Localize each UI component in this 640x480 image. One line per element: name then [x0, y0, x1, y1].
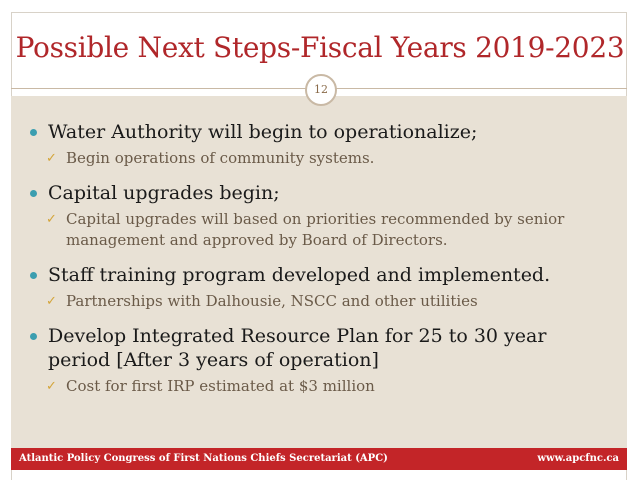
round-bullet-icon	[30, 190, 37, 197]
slide-number-badge: 12	[305, 74, 337, 106]
sub-bullet-item	[30, 148, 610, 169]
footer-bar	[11, 448, 627, 470]
footer-website-link[interactable]: www.apcfnc.ca	[537, 453, 619, 464]
bullet-item	[30, 120, 610, 144]
checkmark-icon: ✓	[46, 379, 57, 394]
sub-bullet-item	[30, 376, 610, 397]
bullet-item	[30, 324, 610, 372]
bullet-text: Capital upgrades begin;	[48, 182, 280, 204]
round-bullet-icon	[30, 272, 37, 279]
checkmark-icon: ✓	[46, 151, 57, 166]
checkmark-icon: ✓	[46, 294, 57, 309]
bullet-text: Develop Integrated Resource Plan for 25 to 30 year period [After 3 years of operation]	[48, 325, 547, 371]
round-bullet-icon	[30, 129, 37, 136]
sub-bullet-text: Cost for first IRP estimated at $3 million	[66, 377, 375, 395]
sub-bullet-item	[30, 209, 610, 251]
checkmark-icon: ✓	[46, 212, 57, 227]
slide-title: Possible Next Steps-Fiscal Years 2019-2023	[15, 31, 625, 64]
round-bullet-icon	[30, 333, 37, 340]
footer-organization: Atlantic Policy Congress of First Nations Chiefs Secretariat (APC)	[19, 453, 388, 464]
sub-bullet-text: Capital upgrades will based on priorities recommended by senior management and approved by Board of Directors.	[66, 210, 565, 249]
sub-bullet-text: Begin operations of community systems.	[66, 149, 375, 167]
bullet-item	[30, 181, 610, 205]
bullet-text: Staff training program developed and implemented.	[48, 264, 551, 286]
sub-bullet-text: Partnerships with Dalhousie, NSCC and other utilities	[66, 292, 478, 310]
bullet-text: Water Authority will begin to operationalize;	[48, 121, 478, 143]
sub-bullet-item	[30, 291, 610, 312]
bullet-item	[30, 263, 610, 287]
bullet-list	[30, 120, 610, 409]
